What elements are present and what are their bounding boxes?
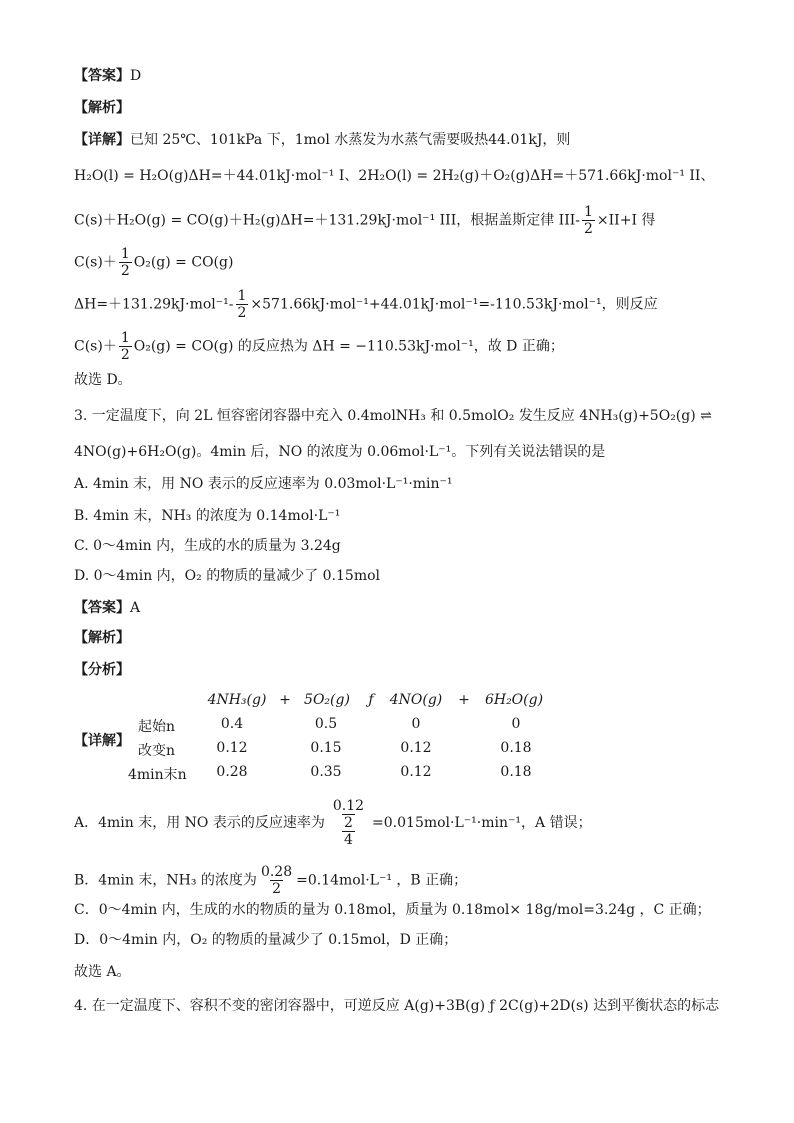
equation-line-3-start: C(s)＋: [74, 254, 117, 271]
fraction-half: [119, 246, 132, 279]
fraction-denominator: 2: [120, 347, 130, 363]
fraction-half: [582, 204, 595, 237]
detail-tag: 【详解】: [74, 733, 130, 749]
fraction-numerator: 1: [237, 288, 247, 304]
table-cell: 0.12: [216, 740, 248, 756]
detail-line: [74, 130, 570, 150]
table-cell: 0.18: [500, 764, 532, 780]
analysis-heading: 【解析】: [74, 630, 130, 646]
question-3-stem-line-1: 3. 一定温度下，向 2L 恒容密闭容器中充入 0.4molNH₃ 和 0.5molO₂ 发生反应 4NH₃(g)+5O₂(g) ⇌: [74, 408, 712, 424]
question-3-option-a: A. 4min 末，用 NO 表示的反应速率为 0.03mol·L⁻¹·min⁻¹: [74, 476, 453, 492]
fraction-denominator: 2: [237, 305, 247, 321]
compound-fraction-denominator: 4: [344, 832, 353, 848]
table-row-label: 4min末n: [128, 767, 187, 783]
table-header-cell: 5O₂(g): [304, 692, 350, 708]
table-cell: 0.5: [314, 716, 338, 732]
fraction-half: [119, 330, 132, 363]
equilibrium-table: [74, 690, 574, 786]
table-cell: 0.4: [220, 716, 244, 732]
fraction-numerator: 1: [584, 204, 593, 220]
detail-text: 已知 25℃、101kPa 下，1mol 水蒸发为水蒸气需要吸热44.01kJ，则: [130, 132, 571, 148]
solution-b-start: B．4min 末，NH₃ 的浓度为: [74, 872, 257, 889]
equation-line-4: [74, 288, 658, 321]
fraction-numerator: 1: [120, 330, 130, 346]
fraction-half: [236, 288, 249, 321]
table-header-cell: ƒ: [368, 692, 374, 708]
solution-b: [74, 864, 467, 897]
answer-value: A: [130, 600, 141, 616]
solution-d: D．0～4min 内，O₂ 的物质的量减少了 0.15mol，D 正确；: [74, 932, 458, 948]
equation-line-5-end: O₂(g) = CO(g) 的反应热为 ΔH = −110.53kJ·mol⁻¹，故 D 正确；: [133, 338, 564, 355]
equation-line-4-start: ΔH=＋131.29kJ·mol⁻¹-: [74, 296, 234, 313]
table-header-cell: 6H₂O(g): [484, 692, 544, 708]
answer-line: [74, 66, 141, 86]
table-cell: 0.12: [400, 764, 432, 780]
equation-line-4-end: ×571.66kJ·mol⁻¹+44.01kJ·mol⁻¹=-110.53kJ·mol⁻¹，则反应: [250, 296, 658, 313]
compound-fraction-numerator: [327, 798, 370, 831]
fraction-numerator: 1: [120, 246, 130, 262]
table-cell: 0: [411, 716, 421, 732]
equation-line-2-end: ×II+I 得: [596, 212, 656, 229]
analysis-subheading: 【分析】: [74, 662, 130, 678]
equation-line-3-end: O₂(g) = CO(g): [133, 254, 234, 271]
solution-b-end: =0.14mol·L⁻¹ ，B 正确；: [296, 872, 468, 889]
fraction-denominator: 2: [584, 221, 593, 237]
table-cell: 0: [511, 716, 521, 732]
table-header-cell: 4NH₃(g): [207, 692, 267, 708]
solution-c: C．0～4min 内，生成的水的物质的量为 0.18mol，质量为 0.18mol× 18g/mol=3.24g ，C 正确；: [74, 902, 711, 918]
table-cell: 0.35: [310, 764, 342, 780]
table-cell: 0.15: [310, 740, 342, 756]
fraction-numerator: 0.28: [260, 864, 293, 880]
equation-line-2: [74, 204, 655, 237]
equation-line-5: [74, 330, 564, 363]
inner-numerator: 0.12: [332, 798, 365, 814]
detail-tag: 【详解】: [74, 132, 130, 148]
solution-a: [74, 798, 592, 848]
question-3-stem-line-2: 4NO(g)+6H₂O(g)。4min 后，NO 的浓度为 0.06mol·L⁻¹。下列有关说法错误的是: [74, 444, 606, 460]
solution-a-end: =0.015mol·L⁻¹·min⁻¹，A 错误；: [372, 815, 592, 831]
table-header-cell: +: [279, 692, 291, 708]
question-3-option-c: C. 0～4min 内，生成的水的质量为 3.24g: [74, 538, 341, 554]
equation-line-1: H₂O(l) = H₂O(g)ΔH=＋44.01kJ·mol⁻¹ I、2H₂O(l) = 2H₂(g)＋O₂(g)ΔH=＋571.66kJ·mol⁻¹ II、: [74, 168, 715, 184]
question-3-option-b: B. 4min 末，NH₃ 的浓度为 0.14mol·L⁻¹: [74, 508, 341, 524]
solution-a-start: A．4min 末，用 NO 表示的反应速率为: [74, 815, 325, 831]
table-cell: 0.18: [500, 740, 532, 756]
equation-line-5-start: C(s)＋: [74, 338, 117, 355]
inner-denominator: 2: [344, 815, 353, 831]
inner-fraction: [331, 798, 366, 831]
table-cell: 0.28: [216, 764, 248, 780]
table-row-label: 起始n: [138, 719, 176, 735]
answer-line: [74, 598, 140, 618]
answer-value: D: [130, 68, 142, 84]
table-row-label: 改变n: [138, 743, 176, 759]
table-header-cell: 4NO(g): [389, 692, 443, 708]
answer-tag: 【答案】: [74, 600, 130, 616]
table-cell: 0.12: [400, 740, 432, 756]
fraction-denominator: 2: [272, 881, 281, 897]
analysis-heading: 【解析】: [74, 100, 130, 116]
fraction: [259, 864, 294, 897]
question-4-stem-line-1: 4. 在一定温度下、容积不变的密闭容器中，可逆反应 A(g)+3B(g) ƒ 2C(g)+2D(s) 达到平衡状态的标志: [74, 998, 720, 1014]
conclusion-line: 故选 A。: [74, 964, 131, 980]
table-header-cell: +: [458, 692, 470, 708]
equation-line-3: [74, 246, 233, 279]
question-3-option-d: D. 0～4min 内，O₂ 的物质的量减少了 0.15mol: [74, 568, 381, 584]
compound-fraction: [327, 798, 370, 848]
conclusion-line: 故选 D。: [74, 372, 132, 388]
fraction-denominator: 2: [120, 263, 130, 279]
answer-tag: 【答案】: [74, 68, 130, 84]
equation-line-2-start: C(s)＋H₂O(g) = CO(g)＋H₂(g)ΔH=＋131.29kJ·mol⁻¹ III，根据盖斯定律 III-: [74, 212, 580, 229]
